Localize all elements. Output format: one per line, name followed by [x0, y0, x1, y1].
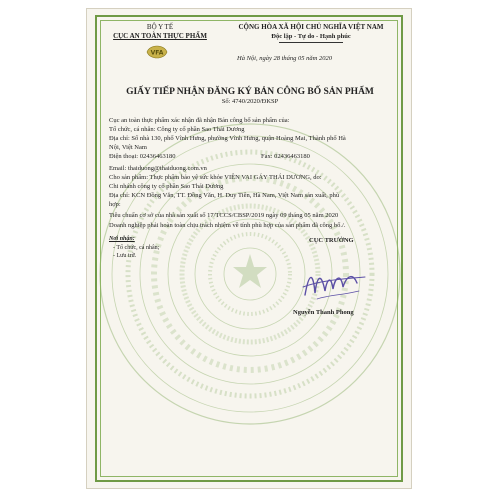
fax-number: Fax: 02436463180	[261, 153, 310, 160]
manufacturer-branch: Chi nhánh công ty cổ phần Sao Thái Dương	[109, 183, 224, 190]
handwritten-signature	[299, 265, 369, 305]
department-name: CỤC AN TOÀN THỰC PHẨM	[113, 32, 207, 40]
intro-line: Cục an toàn thực phẩm xác nhận đã nhận Bản công bố sản phẩm của:	[109, 117, 290, 124]
issue-date: Hà Nội, ngày 28 tháng 05 năm 2020	[237, 55, 332, 62]
recipient-item: - Lưu trữ.	[113, 253, 137, 259]
logo-text: VFA	[150, 49, 164, 57]
address-line-1: Địa chỉ: Số nhà 130, phố Vĩnh Hưng, phường Vĩnh Hưng, quận Hoàng Mai, Thành phố Hà	[109, 135, 346, 142]
document-number: Số: 4740/2020/ĐKSP	[221, 98, 279, 105]
email-address: Email: thaiduong@thaiduong.com.vn	[109, 165, 207, 172]
certificate-page	[86, 8, 412, 489]
republic-name: CỘNG HÒA XÃ HỘI CHỦ NGHĨA VIỆT NAM	[238, 23, 384, 31]
issuing-agency	[101, 23, 219, 41]
document-title: GIẤY TIẾP NHẬN ĐĂNG KÝ BẢN CÔNG BỐ SẢN PHẨM	[126, 87, 374, 97]
signer-name: Nguyễn Thanh Phong	[293, 309, 354, 316]
ministry-name: BỘ Y TẾ	[146, 23, 174, 31]
certificate-content	[87, 9, 412, 489]
address-line-2: Nội, Việt Nam	[109, 144, 147, 151]
vfa-logo	[145, 43, 169, 61]
organization-name: Tổ chức, cá nhân: Công ty cổ phần Sao Thái Dương	[109, 126, 245, 133]
factory-address-2: hợp:	[109, 201, 121, 208]
national-heading	[223, 23, 399, 41]
motto-underline	[279, 42, 343, 43]
factory-address-1: Địa chỉ: KCN Đồng Văn, TT. Đồng Văn, H. Duy Tiên, Hà Nam, Việt Nam sản xuất, phù	[109, 192, 340, 199]
recipient-item: - Tổ chức, cá nhân;	[113, 245, 160, 251]
responsibility-line: Doanh nghiệp phải hoàn toàn chịu trách nhiệm về tính phù hợp của sản phẩm đã công bố./.	[109, 222, 346, 229]
signer-title: CỤC TRƯỞNG	[309, 237, 354, 244]
national-motto: Độc lập - Tự do - Hạnh phúc	[271, 33, 351, 40]
recipients-title: Nơi nhận:	[109, 236, 135, 242]
product-name: Cho sản phẩm: Thực phẩm bảo vệ sức khỏe VIÊN VAI GÁY THÁI DƯƠNG, do:	[109, 174, 322, 181]
standard-line: Tiêu chuẩn cơ sở của nhà sản xuất số 17/TCCS/CBSP/2019 ngày 09 tháng 05 năm 2020	[109, 212, 339, 219]
phone-number: Điện thoại: 02436463180	[109, 153, 176, 160]
